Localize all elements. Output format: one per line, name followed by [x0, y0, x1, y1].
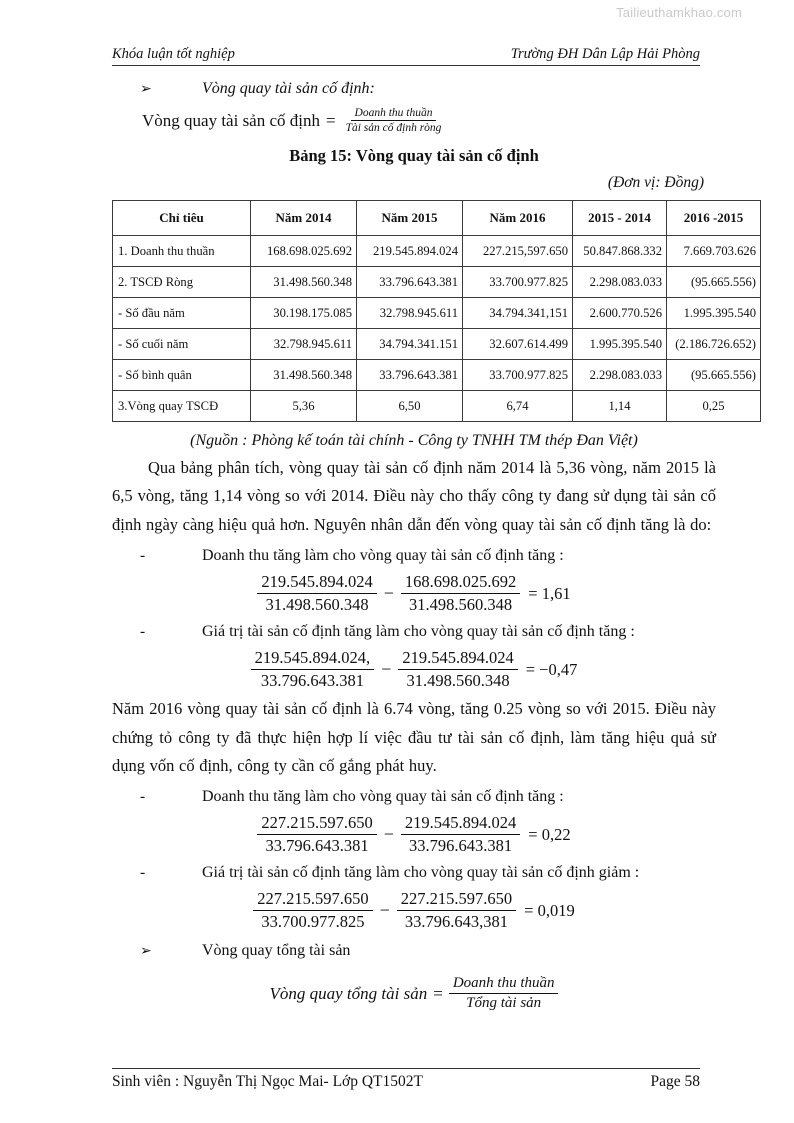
calc-3-den-1: 33.796.643.381 — [265, 836, 369, 856]
calc-3-operator: − — [383, 824, 394, 845]
bullet-item-1 — [112, 544, 716, 568]
table-row-label: - Số đầu năm — [113, 298, 251, 329]
table-cell: 34.794.341,151 — [463, 298, 573, 329]
table-cell: 6,74 — [463, 391, 573, 422]
calc-4-den-1: 33.700.977.825 — [261, 912, 365, 932]
calc-3-den-2: 33.796.643.381 — [409, 836, 513, 856]
table-col-header: Năm 2015 — [357, 201, 463, 236]
table-cell: 30.198.175.085 — [251, 298, 357, 329]
table-cell: 33.796.643.381 — [357, 267, 463, 298]
calculation-1 — [112, 572, 716, 615]
table-cell: 31.498.560.348 — [251, 360, 357, 391]
bullet-item-1-label: Doanh thu tăng làm cho vòng quay tài sản cố định tăng : — [202, 547, 564, 565]
table-col-header: 2015 - 2014 — [573, 201, 667, 236]
section-heading-1-label: Vòng quay tài sản cố định: — [202, 80, 375, 97]
table-header-row — [113, 201, 761, 236]
calc-2-den-2: 31.498.560.348 — [406, 671, 510, 691]
paragraph-2: Năm 2016 vòng quay tài sản cố định là 6.74 vòng, tăng 0.25 vòng so với 2015. Điều này chứng tỏ công ty đã thực hiện hợp lí việc đầu tư tài sản cố định, làm tăng hiệu quả sử dụng vốn cố định, công ty cần cố gắng phát huy. — [112, 699, 716, 775]
calc-3-num-2: 219.545.894.024 — [401, 813, 520, 835]
calc-2-result: = −0,47 — [525, 659, 578, 679]
table-row-label: 1. Doanh thu thuần — [113, 236, 251, 267]
table-row-label: - Số bình quân — [113, 360, 251, 391]
calculation-3 — [112, 813, 716, 856]
calc-2-num-1: 219.545.894.024, — [251, 648, 375, 670]
table-row-label: 2. TSCĐ Ròng — [113, 267, 251, 298]
section-heading-2 — [112, 939, 716, 963]
formula-main-numerator: Doanh thu thuần — [351, 107, 437, 121]
table-cell: 34.794.341.151 — [357, 329, 463, 360]
dash-bullet-icon: - — [140, 547, 146, 565]
calc-1-fraction-2 — [401, 572, 520, 615]
section-heading-2-label: Vòng quay tổng tài sản — [202, 942, 351, 960]
calc-1-den-1: 31.498.560.348 — [265, 595, 369, 615]
calc-2-den-1: 33.796.643.381 — [260, 671, 364, 691]
table-cell: 33.700.977.825 — [463, 267, 573, 298]
table-cell: 168.698.025.692 — [251, 236, 357, 267]
table-cell: 6,50 — [357, 391, 463, 422]
header-right-text: Trường ĐH Dân Lập Hải Phòng — [510, 46, 700, 62]
calc-4-operator: − — [379, 900, 390, 921]
calc-4-result: = 0,019 — [524, 900, 575, 920]
calc-3-result: = 0,22 — [528, 824, 571, 844]
table-row — [113, 236, 761, 267]
table-row — [113, 298, 761, 329]
table-source-note: (Nguồn : Phòng kế toán tài chính - Công ty TNHH TM thép Đan Việt) — [190, 432, 638, 449]
calc-1-den-2: 31.498.560.348 — [409, 595, 513, 615]
dash-bullet-icon: - — [140, 788, 146, 806]
calc-1-result: = 1,61 — [528, 583, 571, 603]
calc-4-fraction-1 — [253, 889, 372, 932]
table-cell: 1,14 — [573, 391, 667, 422]
table-cell: 219.545.894.024 — [357, 236, 463, 267]
formula-main-label: Vòng quay tài sản cố định — [142, 110, 320, 130]
calc-2-fraction-1 — [251, 648, 375, 691]
calculation-4 — [112, 889, 716, 932]
table-cell: (95.665.556) — [667, 267, 761, 298]
calc-2-operator: − — [381, 659, 392, 680]
formula-main-fraction — [342, 107, 446, 134]
footer-page-number: Page 58 — [650, 1073, 700, 1090]
bullet-item-3 — [112, 785, 716, 809]
table-cell: 5,36 — [251, 391, 357, 422]
paragraph-1: Qua bảng phân tích, vòng quay tài sản cố định năm 2014 là 5,36 vòng, năm 2015 là 6,5 vòng, tăng 1,14 vòng so với 2014. Điều này cho thấy công ty đang sử dụng tài sản cố định ngày càng hiệu quả hơn. Nguyên nhân dẫn đến vòng quay tài sản cố định tăng là do: — [112, 458, 716, 534]
table-row — [113, 391, 761, 422]
calc-2-fraction-2 — [398, 648, 517, 691]
table-cell: 33.700.977.825 — [463, 360, 573, 391]
table-cell: 32.798.945.611 — [357, 298, 463, 329]
calc-3-num-1: 227.215.597.650 — [257, 813, 376, 835]
dash-bullet-icon: - — [140, 864, 146, 882]
calc-4-den-2: 33.796.643,381 — [404, 912, 509, 932]
table-cell: 1.995.395.540 — [667, 298, 761, 329]
calc-1-fraction-1 — [257, 572, 376, 615]
vong-quay-tsc-dinh-table — [112, 200, 761, 422]
formula-vong-quay-tong-tai-san — [112, 975, 716, 1012]
formula-main-denominator: Tài sản cố định ròng — [345, 122, 442, 134]
table-cell: (2.186.726.652) — [667, 329, 761, 360]
table-cell: 32.798.945.611 — [251, 329, 357, 360]
table-cell: 0,25 — [667, 391, 761, 422]
calc-3-fraction-2 — [401, 813, 520, 856]
footer-student-info: Sinh viên : Nguyễn Thị Ngọc Mai- Lớp QT1502T — [112, 1073, 423, 1090]
calc-1-operator: − — [383, 583, 394, 604]
formula-2-label: Vòng quay tổng tài sản — [269, 983, 428, 1003]
arrow-bullet-icon: ➢ — [140, 944, 152, 960]
table-row — [113, 360, 761, 391]
arrow-bullet-icon: ➢ — [140, 82, 152, 97]
table-col-header: Chỉ tiêu — [113, 201, 251, 236]
table-col-header: Năm 2016 — [463, 201, 573, 236]
table-cell: 227.215,597.650 — [463, 236, 573, 267]
table-cell: (95.665.556) — [667, 360, 761, 391]
calc-3-fraction-1 — [257, 813, 376, 856]
bullet-item-2 — [112, 620, 716, 644]
table-caption: Bảng 15: Vòng quay tài sản cố định — [289, 146, 539, 165]
formula-vong-quay-tsc-dinh — [112, 107, 716, 134]
bullet-item-4-label: Giá trị tài sản cố định tăng làm cho vòng quay tài sản cố định giảm : — [202, 864, 640, 882]
dash-bullet-icon: - — [140, 623, 146, 641]
running-header — [112, 46, 700, 66]
section-heading-1 — [112, 77, 716, 101]
table-cell: 1.995.395.540 — [573, 329, 667, 360]
formula-2-equals: = — [433, 983, 443, 1003]
calc-4-fraction-2 — [397, 889, 516, 932]
table-cell: 2.298.083.033 — [573, 267, 667, 298]
table-row-label: - Số cuối năm — [113, 329, 251, 360]
bullet-item-4 — [112, 861, 716, 885]
calc-2-num-2: 219.545.894.024 — [398, 648, 517, 670]
page-footer — [112, 1068, 700, 1091]
document-content — [112, 72, 756, 1012]
table-row — [113, 267, 761, 298]
table-col-header: 2016 -2015 — [667, 201, 761, 236]
bullet-item-2-label: Giá trị tài sản cố định tăng làm cho vòng quay tài sản cố định tăng : — [202, 623, 635, 641]
watermark-text: Tailieuthamkhao.com — [616, 5, 742, 20]
header-left-text: Khóa luận tốt nghiệp — [112, 46, 235, 62]
table-row — [113, 329, 761, 360]
calc-4-num-1: 227.215.597.650 — [253, 889, 372, 911]
table-cell: 2.298.083.033 — [573, 360, 667, 391]
table-col-header: Năm 2014 — [251, 201, 357, 236]
table-cell: 31.498.560.348 — [251, 267, 357, 298]
table-cell: 33.796.643.381 — [357, 360, 463, 391]
table-cell: 50.847.868.332 — [573, 236, 667, 267]
table-cell: 2.600.770.526 — [573, 298, 667, 329]
calculation-2 — [112, 648, 716, 691]
formula-2-fraction — [449, 975, 559, 1012]
calc-4-num-2: 227.215.597.650 — [397, 889, 516, 911]
table-cell: 32.607.614.499 — [463, 329, 573, 360]
formula-2-denominator: Tổng tài sản — [466, 995, 542, 1012]
calc-1-num-1: 219.545.894.024 — [257, 572, 376, 594]
bullet-item-3-label: Doanh thu tăng làm cho vòng quay tài sản cố định tăng : — [202, 788, 564, 806]
calc-1-num-2: 168.698.025.692 — [401, 572, 520, 594]
formula-2-numerator: Doanh thu thuần — [449, 975, 559, 994]
table-unit-note: (Đơn vị: Đồng) — [607, 174, 704, 191]
table-row-label: 3.Vòng quay TSCĐ — [113, 391, 251, 422]
table-cell: 7.669.703.626 — [667, 236, 761, 267]
formula-main-equals: = — [326, 110, 336, 130]
